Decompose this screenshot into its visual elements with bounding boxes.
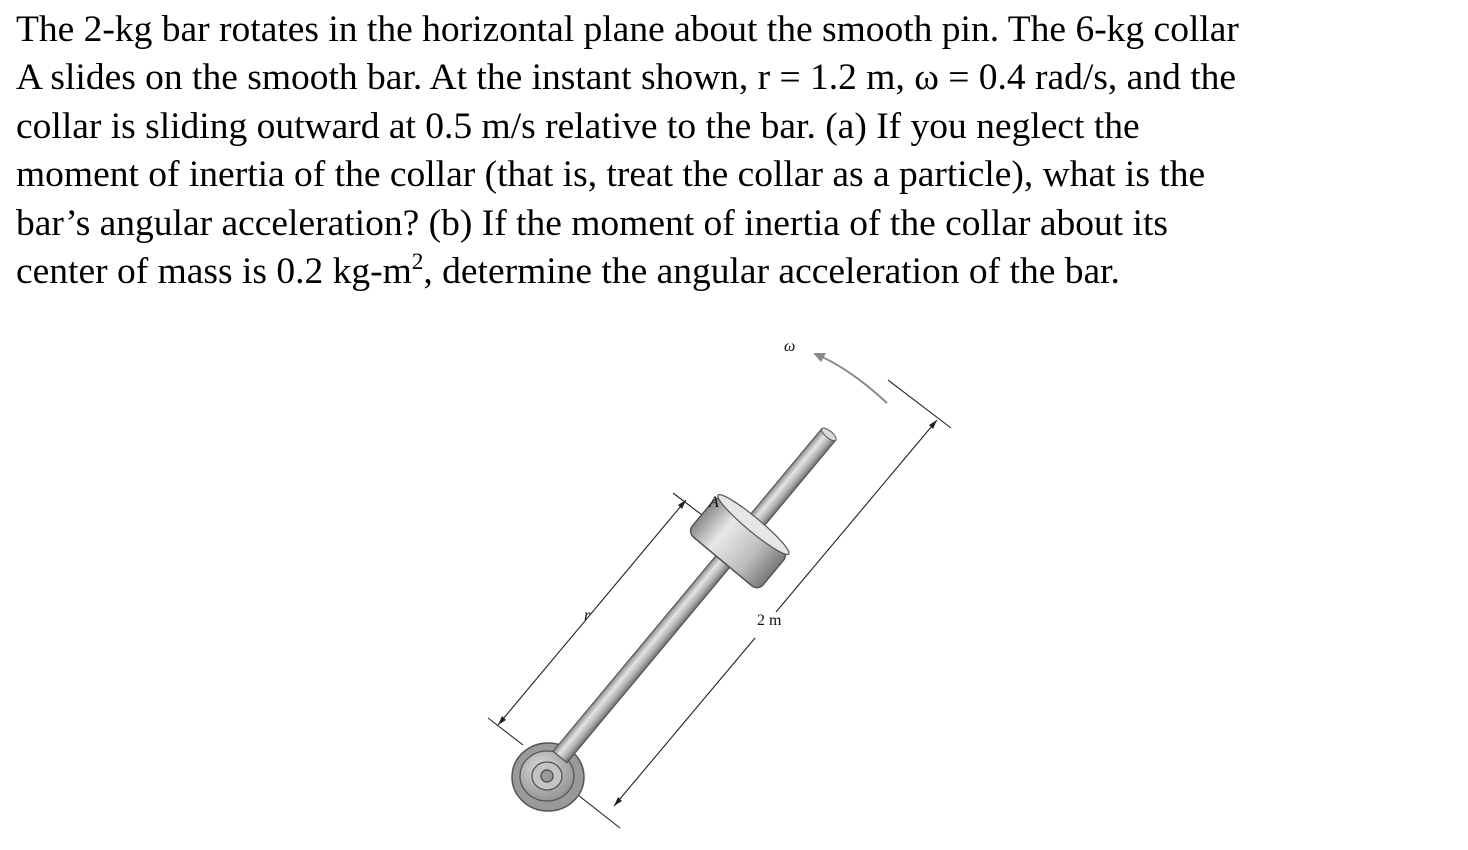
problem-statement [16,6,1466,296]
bar-rod [553,429,836,763]
r-extension-bottom [488,718,523,745]
r-dimension-line [498,500,686,725]
length-label: 2 m [757,612,782,629]
problem-line-6-end: , determine the angular acceleration of the bar. [423,251,1120,293]
collar-label: A [709,494,719,511]
omega-arrow-arc [815,354,887,403]
problem-line-5: bar’s angular acceleration? (b) If the moment of inertia of the collar about its [16,202,1168,244]
bar [553,426,838,763]
problem-line-2: A slides on the smooth bar. At the instant shown, r = 1.2 m, ω = 0.4 rad/s, and the [16,57,1237,99]
r-extension-top [673,493,706,518]
length-dimension [578,380,951,828]
length-extension-top [888,380,951,428]
problem-line-4: moment of inertia of the collar (that is, treat the collar as a particle), what is the [16,154,1206,196]
problem-line-6-start: center of mass is 0.2 kg-m [16,251,412,293]
problem-line-1: The 2-kg bar rotates in the horizontal plane about the smooth pin. The 6-kg collar [16,9,1239,50]
squared-superscript: 2 [411,249,424,276]
length-dimension-line-upper [776,420,937,612]
problem-line-6 [16,248,1466,296]
omega-arrow [813,353,887,403]
pin-hole [541,770,553,782]
problem-line-3: collar is sliding outward at 0.5 m/s relative to the bar. (a) If you neglect the [16,105,1140,147]
length-extension-bottom [578,795,620,828]
r-label: r [584,607,591,624]
omega-label: ω [784,338,796,355]
bar-collar-figure [470,320,990,845]
